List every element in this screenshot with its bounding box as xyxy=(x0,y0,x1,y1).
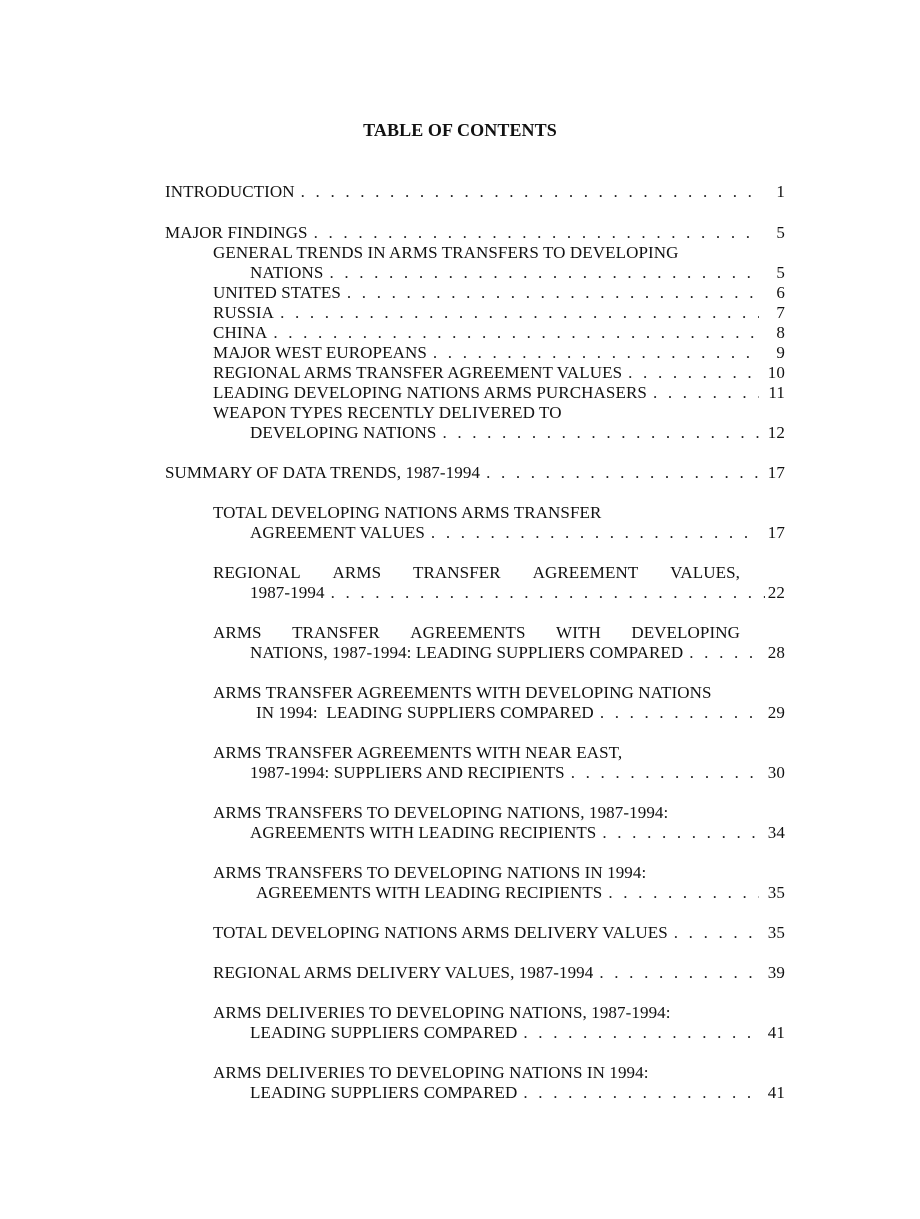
toc-entry-label: LEADING DEVELOPING NATIONS ARMS PURCHASERS xyxy=(213,383,647,402)
toc-entry-label: REGIONAL ARMS DELIVERY VALUES, 1987-1994 xyxy=(213,963,594,982)
toc-entry-label-cont: AGREEMENTS WITH LEADING RECIPIENTS xyxy=(256,883,603,902)
dot-leader xyxy=(442,423,759,443)
toc-page-number: 41 xyxy=(767,1023,785,1042)
dot-leader xyxy=(314,223,759,243)
toc-entry-total-delivery-values[interactable] xyxy=(213,923,785,943)
toc-entry-label: RUSSIA xyxy=(213,303,275,322)
dot-leader xyxy=(599,963,759,983)
toc-page-number: 6 xyxy=(776,283,785,302)
toc-page-number: 39 xyxy=(767,963,785,982)
toc-entry-label-cont: 1987-1994: SUPPLIERS AND RECIPIENTS xyxy=(250,763,565,782)
toc-entry-transfers-1994-recipients[interactable] xyxy=(213,863,785,903)
toc-entry-label: GENERAL TRENDS IN ARMS TRANSFERS TO DEVELOPING xyxy=(213,243,679,262)
dot-leader xyxy=(689,643,759,663)
toc-page-number: 1 xyxy=(776,182,785,201)
page-title: TABLE OF CONTENTS xyxy=(363,120,557,140)
toc-entry-label-cont: DEVELOPING NATIONS xyxy=(250,423,437,442)
toc-page-number: 41 xyxy=(767,1083,785,1102)
dot-leader xyxy=(653,383,759,403)
toc-page-number: 5 xyxy=(776,223,785,242)
toc-entry-summary-trends[interactable] xyxy=(165,463,785,483)
toc-entry-united-states[interactable] xyxy=(213,283,785,303)
toc-entry-major-west-europeans[interactable] xyxy=(213,343,785,363)
toc-page-number: 34 xyxy=(767,823,785,842)
dot-leader xyxy=(674,923,759,943)
toc-page-number: 17 xyxy=(767,523,785,542)
toc-entry-label: CHINA xyxy=(213,323,268,342)
dot-leader xyxy=(628,363,759,383)
dot-leader xyxy=(523,1083,759,1103)
dot-leader xyxy=(280,303,759,323)
toc-entry-deliveries-1994-suppliers[interactable] xyxy=(213,1063,785,1103)
toc-page-number: 11 xyxy=(768,383,785,402)
toc-entry-label: UNITED STATES xyxy=(213,283,341,302)
dot-leader xyxy=(331,583,765,603)
word: REGIONAL xyxy=(213,563,301,582)
toc-entry-agreements-leading-suppliers[interactable] xyxy=(213,623,785,663)
toc-entry-label-cont: AGREEMENTS WITH LEADING RECIPIENTS xyxy=(250,823,597,842)
dot-leader xyxy=(431,523,759,543)
word: ARMS xyxy=(213,623,262,642)
toc-page-number: 10 xyxy=(767,363,785,382)
dot-leader xyxy=(523,1023,759,1043)
toc-entry-label: ARMS TRANSFER AGREEMENTS WITH NEAR EAST, xyxy=(213,743,623,762)
toc-entry-russia[interactable] xyxy=(213,303,785,323)
toc-entry-weapon-types[interactable] xyxy=(213,403,785,443)
dot-leader xyxy=(329,263,759,283)
toc-page-number: 22 xyxy=(767,583,785,602)
dot-leader xyxy=(602,823,759,843)
toc-entry-regional-delivery-values[interactable] xyxy=(213,963,785,983)
toc-entry-regional-agreement-values[interactable] xyxy=(213,563,785,603)
toc-entry-deliveries-leading-suppliers[interactable] xyxy=(213,1003,785,1043)
toc-entry-label: WEAPON TYPES RECENTLY DELIVERED TO xyxy=(213,403,562,422)
dot-leader xyxy=(433,343,759,363)
word: ARMS xyxy=(332,563,382,582)
dot-leader xyxy=(301,182,759,202)
toc-page-number: 28 xyxy=(767,643,785,662)
dot-leader xyxy=(600,703,759,723)
word: WITH xyxy=(556,623,601,642)
word: DEVELOPING xyxy=(631,623,740,642)
toc-entry-major-findings[interactable] xyxy=(165,223,785,243)
word: VALUES, xyxy=(670,563,740,582)
toc-entry-label xyxy=(213,623,740,643)
toc-entry-label: REGIONAL ARMS TRANSFER AGREEMENT VALUES xyxy=(213,363,623,382)
toc-page-number: 7 xyxy=(776,303,785,322)
word: AGREEMENTS xyxy=(410,623,526,642)
toc-entry-near-east[interactable] xyxy=(213,743,785,783)
toc-entry-label: ARMS DELIVERIES TO DEVELOPING NATIONS IN 1994: xyxy=(213,1063,649,1082)
toc-page-number: 5 xyxy=(776,263,785,282)
toc-entry-label xyxy=(213,563,740,583)
toc-entry-label-cont: LEADING SUPPLIERS COMPARED xyxy=(250,1083,518,1102)
toc-entry-label: TOTAL DEVELOPING NATIONS ARMS DELIVERY VALUES xyxy=(213,923,668,942)
dot-leader xyxy=(571,763,759,783)
toc-entry-label: MAJOR FINDINGS xyxy=(165,223,308,242)
toc-entry-label-cont: AGREEMENT VALUES xyxy=(250,523,425,542)
toc-entry-label: SUMMARY OF DATA TRENDS, 1987-1994 xyxy=(165,463,481,482)
toc-entry-label: ARMS TRANSFERS TO DEVELOPING NATIONS, 1987-1994: xyxy=(213,803,669,822)
toc-entry-label: ARMS TRANSFER AGREEMENTS WITH DEVELOPING NATIONS xyxy=(213,683,712,702)
dot-leader xyxy=(273,323,759,343)
word: AGREEMENT xyxy=(532,563,639,582)
toc-page-number: 12 xyxy=(767,423,785,442)
word: TRANSFER xyxy=(292,623,380,642)
dot-leader xyxy=(608,883,759,903)
toc-entry-label-cont: IN 1994: LEADING SUPPLIERS COMPARED xyxy=(256,703,594,722)
dot-leader xyxy=(486,463,759,483)
toc-page-number: 35 xyxy=(767,923,785,942)
toc-page-number: 8 xyxy=(776,323,785,342)
toc-page-number: 9 xyxy=(776,343,785,362)
toc-entry-transfers-leading-recipients[interactable] xyxy=(213,803,785,843)
toc-page-number: 29 xyxy=(767,703,785,722)
toc-entry-label: INTRODUCTION xyxy=(165,182,295,201)
toc-entry-china[interactable] xyxy=(213,323,785,343)
toc-entry-agreements-1994-suppliers[interactable] xyxy=(213,683,785,723)
toc-entry-introduction[interactable] xyxy=(165,182,785,202)
toc-entry-label-cont: 1987-1994 xyxy=(250,583,325,602)
toc-entry-label: MAJOR WEST EUROPEANS xyxy=(213,343,427,362)
toc-page-number: 30 xyxy=(767,763,785,782)
toc-entry-total-agreement-values[interactable] xyxy=(213,503,785,543)
word: TRANSFER xyxy=(413,563,501,582)
toc-entry-label-cont: LEADING SUPPLIERS COMPARED xyxy=(250,1023,518,1042)
toc-page-number: 17 xyxy=(767,463,785,482)
toc-entry-general-trends[interactable] xyxy=(213,243,785,283)
toc-entry-leading-purchasers[interactable] xyxy=(213,383,785,403)
dot-leader xyxy=(347,283,759,303)
toc-entry-label-cont: NATIONS xyxy=(250,263,324,282)
toc-page-number: 35 xyxy=(767,883,785,902)
toc-entry-label-cont: NATIONS, 1987-1994: LEADING SUPPLIERS COMPARED xyxy=(250,643,684,662)
toc-entry-label: TOTAL DEVELOPING NATIONS ARMS TRANSFER xyxy=(213,503,602,522)
toc-entry-label: ARMS TRANSFERS TO DEVELOPING NATIONS IN 1994: xyxy=(213,863,647,882)
toc-entry-regional-values[interactable] xyxy=(213,363,785,383)
toc-entry-label: ARMS DELIVERIES TO DEVELOPING NATIONS, 1987-1994: xyxy=(213,1003,671,1022)
